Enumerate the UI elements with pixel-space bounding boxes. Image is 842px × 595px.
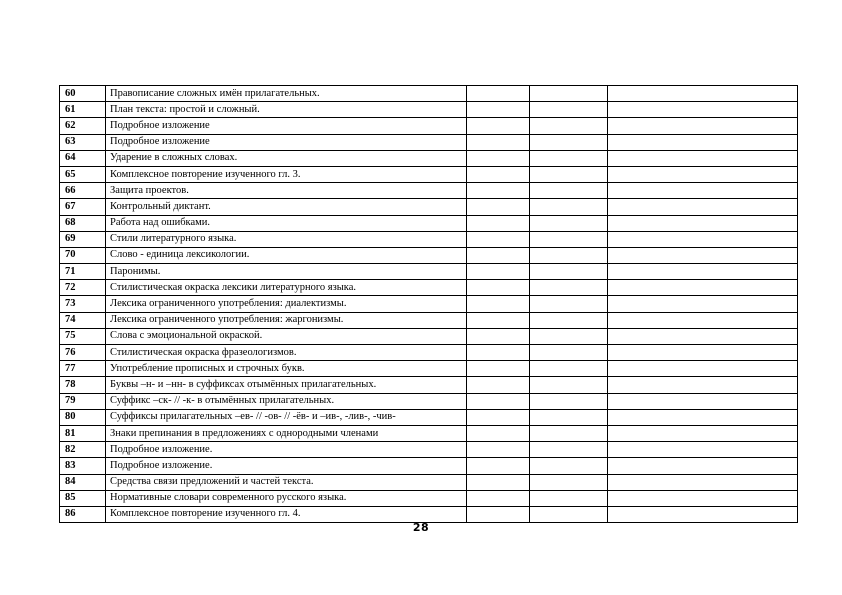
table-row — [60, 474, 798, 490]
lesson-number-cell: 76 — [60, 345, 106, 361]
lesson-number-cell: 68 — [60, 215, 106, 231]
lesson-topic-cell: Слова с эмоциональной окраской. — [106, 328, 466, 344]
table-row — [60, 199, 798, 215]
actual-date-cell — [529, 345, 607, 361]
actual-date-cell — [529, 377, 607, 393]
lesson-number-cell: 79 — [60, 393, 106, 409]
lesson-topic-cell: Контрольный диктант. — [106, 199, 466, 215]
lesson-topic-cell: Правописание сложных имён прилагательных. — [106, 86, 466, 102]
table-row — [60, 280, 798, 296]
actual-date-cell — [529, 247, 607, 263]
notes-cell — [607, 247, 797, 263]
notes-cell — [607, 296, 797, 312]
lesson-number-cell: 78 — [60, 377, 106, 393]
planned-date-cell — [466, 458, 529, 474]
table-row — [60, 166, 798, 182]
lesson-topic-cell: Стилистическая окраска фразеологизмов. — [106, 345, 466, 361]
planned-date-cell — [466, 490, 529, 506]
lesson-topic-cell: Средства связи предложений и частей текста. — [106, 474, 466, 490]
lesson-topic-cell: Знаки препинания в предложениях с однородными членами — [106, 425, 466, 441]
table-row — [60, 458, 798, 474]
actual-date-cell — [529, 296, 607, 312]
actual-date-cell — [529, 183, 607, 199]
lesson-number-cell: 85 — [60, 490, 106, 506]
lesson-plan-table — [59, 85, 798, 523]
planned-date-cell — [466, 183, 529, 199]
table-row — [60, 150, 798, 166]
lesson-topic-cell: План текста: простой и сложный. — [106, 102, 466, 118]
notes-cell — [607, 102, 797, 118]
lesson-number-cell: 69 — [60, 231, 106, 247]
actual-date-cell — [529, 490, 607, 506]
lesson-number-cell: 61 — [60, 102, 106, 118]
lesson-number-cell: 84 — [60, 474, 106, 490]
lesson-topic-cell: Комплексное повторение изученного гл. 4. — [106, 506, 466, 522]
lesson-number-cell: 65 — [60, 166, 106, 182]
notes-cell — [607, 118, 797, 134]
lesson-topic-cell: Работа над ошибками. — [106, 215, 466, 231]
notes-cell — [607, 312, 797, 328]
lesson-topic-cell: Паронимы. — [106, 264, 466, 280]
actual-date-cell — [529, 86, 607, 102]
table-row — [60, 425, 798, 441]
lesson-number-cell: 82 — [60, 442, 106, 458]
planned-date-cell — [466, 328, 529, 344]
planned-date-cell — [466, 296, 529, 312]
lesson-number-cell: 71 — [60, 264, 106, 280]
actual-date-cell — [529, 393, 607, 409]
lesson-topic-cell: Слово - единица лексикологии. — [106, 247, 466, 263]
notes-cell — [607, 393, 797, 409]
notes-cell — [607, 86, 797, 102]
lesson-topic-cell: Защита проектов. — [106, 183, 466, 199]
lesson-number-cell: 81 — [60, 425, 106, 441]
lesson-topic-cell: Подробное изложение. — [106, 458, 466, 474]
actual-date-cell — [529, 409, 607, 425]
table-row — [60, 102, 798, 118]
table-row — [60, 328, 798, 344]
table-row — [60, 134, 798, 150]
planned-date-cell — [466, 118, 529, 134]
planned-date-cell — [466, 231, 529, 247]
notes-cell — [607, 377, 797, 393]
actual-date-cell — [529, 458, 607, 474]
lesson-number-cell: 63 — [60, 134, 106, 150]
table-row — [60, 490, 798, 506]
lesson-topic-cell: Подробное изложение. — [106, 442, 466, 458]
actual-date-cell — [529, 312, 607, 328]
notes-cell — [607, 280, 797, 296]
planned-date-cell — [466, 345, 529, 361]
table-row — [60, 312, 798, 328]
lesson-topic-cell: Комплексное повторение изученного гл. 3. — [106, 166, 466, 182]
table-row — [60, 345, 798, 361]
lesson-number-cell: 62 — [60, 118, 106, 134]
notes-cell — [607, 328, 797, 344]
notes-cell — [607, 166, 797, 182]
notes-cell — [607, 231, 797, 247]
lesson-number-cell: 77 — [60, 361, 106, 377]
notes-cell — [607, 361, 797, 377]
notes-cell — [607, 345, 797, 361]
actual-date-cell — [529, 150, 607, 166]
lesson-topic-cell: Суффикс –ск- // -к- в отымённых прилагательных. — [106, 393, 466, 409]
planned-date-cell — [466, 280, 529, 296]
notes-cell — [607, 425, 797, 441]
planned-date-cell — [466, 442, 529, 458]
lesson-topic-cell: Лексика ограниченного употребления: диалектизмы. — [106, 296, 466, 312]
lesson-number-cell: 66 — [60, 183, 106, 199]
table-row — [60, 264, 798, 280]
notes-cell — [607, 183, 797, 199]
table-row — [60, 118, 798, 134]
lesson-topic-cell: Суффиксы прилагательных –ев- // -ов- // -ёв- и –ив-, -лив-, -чив- — [106, 409, 466, 425]
actual-date-cell — [529, 264, 607, 280]
planned-date-cell — [466, 393, 529, 409]
actual-date-cell — [529, 199, 607, 215]
page-number: 28 — [412, 521, 430, 534]
actual-date-cell — [529, 474, 607, 490]
planned-date-cell — [466, 361, 529, 377]
actual-date-cell — [529, 166, 607, 182]
planned-date-cell — [466, 86, 529, 102]
lesson-number-cell: 72 — [60, 280, 106, 296]
table-row — [60, 361, 798, 377]
notes-cell — [607, 458, 797, 474]
table-row — [60, 409, 798, 425]
table-row — [60, 183, 798, 199]
table-row — [60, 247, 798, 263]
table-row — [60, 393, 798, 409]
notes-cell — [607, 215, 797, 231]
notes-cell — [607, 134, 797, 150]
notes-cell — [607, 490, 797, 506]
lesson-number-cell: 80 — [60, 409, 106, 425]
lesson-number-cell: 70 — [60, 247, 106, 263]
lesson-topic-cell: Стилистическая окраска лексики литературного языка. — [106, 280, 466, 296]
planned-date-cell — [466, 409, 529, 425]
notes-cell — [607, 264, 797, 280]
lesson-topic-cell: Лексика ограниченного употребления: жаргонизмы. — [106, 312, 466, 328]
actual-date-cell — [529, 328, 607, 344]
actual-date-cell — [529, 118, 607, 134]
lesson-topic-cell: Стили литературного языка. — [106, 231, 466, 247]
actual-date-cell — [529, 215, 607, 231]
planned-date-cell — [466, 247, 529, 263]
lesson-topic-cell: Нормативные словари современного русского языка. — [106, 490, 466, 506]
actual-date-cell — [529, 134, 607, 150]
actual-date-cell — [529, 442, 607, 458]
lesson-topic-cell: Подробное изложение — [106, 134, 466, 150]
planned-date-cell — [466, 215, 529, 231]
lesson-number-cell: 64 — [60, 150, 106, 166]
table-row — [60, 442, 798, 458]
lesson-number-cell: 83 — [60, 458, 106, 474]
planned-date-cell — [466, 102, 529, 118]
planned-date-cell — [466, 134, 529, 150]
lesson-plan-table-body — [60, 86, 798, 523]
table-row — [60, 231, 798, 247]
lesson-topic-cell: Буквы –н- и –нн- в суффиксах отымённых прилагательных. — [106, 377, 466, 393]
lesson-topic-cell: Ударение в сложных словах. — [106, 150, 466, 166]
notes-cell — [607, 474, 797, 490]
planned-date-cell — [466, 150, 529, 166]
notes-cell — [607, 409, 797, 425]
table-row — [60, 215, 798, 231]
table-row — [60, 377, 798, 393]
table-row — [60, 86, 798, 102]
notes-cell — [607, 442, 797, 458]
actual-date-cell — [529, 425, 607, 441]
notes-cell — [607, 150, 797, 166]
actual-date-cell — [529, 231, 607, 247]
actual-date-cell — [529, 102, 607, 118]
planned-date-cell — [466, 199, 529, 215]
table-row — [60, 296, 798, 312]
lesson-number-cell: 74 — [60, 312, 106, 328]
lesson-topic-cell: Употребление прописных и строчных букв. — [106, 361, 466, 377]
lesson-number-cell: 75 — [60, 328, 106, 344]
planned-date-cell — [466, 312, 529, 328]
planned-date-cell — [466, 377, 529, 393]
planned-date-cell — [466, 425, 529, 441]
notes-cell — [607, 199, 797, 215]
planned-date-cell — [466, 474, 529, 490]
lesson-number-cell: 86 — [60, 506, 106, 522]
lesson-number-cell: 73 — [60, 296, 106, 312]
lesson-number-cell: 60 — [60, 86, 106, 102]
actual-date-cell — [529, 280, 607, 296]
lesson-topic-cell: Подробное изложение — [106, 118, 466, 134]
lesson-number-cell: 67 — [60, 199, 106, 215]
planned-date-cell — [466, 166, 529, 182]
actual-date-cell — [529, 361, 607, 377]
planned-date-cell — [466, 264, 529, 280]
